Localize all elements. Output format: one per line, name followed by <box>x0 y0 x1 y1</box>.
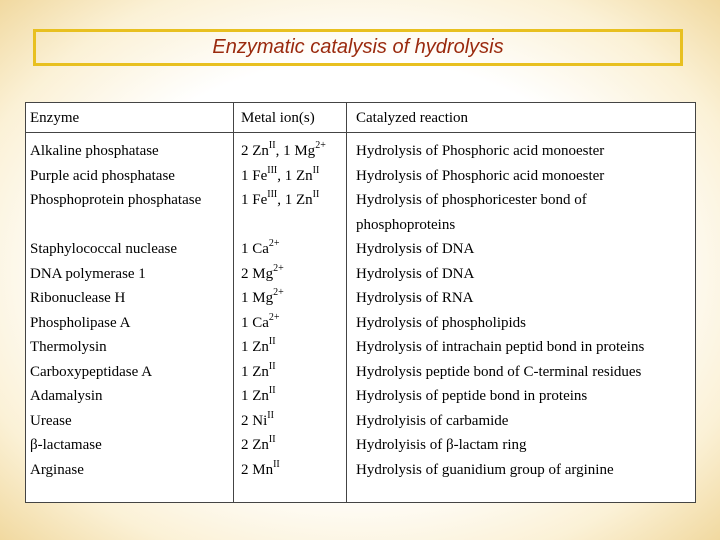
metal-ion-cell: 1 $Zn^{II}$ <box>241 360 276 380</box>
enzyme-cell: Phosphoprotein phosphatase <box>30 192 202 208</box>
metal-ion-cell: 2 $Mn^{II}$ <box>241 458 280 478</box>
enzyme-cell: Adamalysin <box>30 388 103 404</box>
reaction-cell: Hydrolysis of Phosphoric acid monoester <box>356 143 605 159</box>
column-header-enzyme: Enzyme <box>30 110 80 126</box>
enzyme-cell: Staphylococcal nuclease <box>30 241 178 257</box>
enzyme-cell: Carboxypeptidase A <box>30 363 153 380</box>
reaction-cell: phosphoproteins <box>356 216 456 233</box>
enzyme-cell: Phospholipase A <box>30 314 131 331</box>
reaction-cell: Hydrolysis of peptide bond in proteins <box>356 388 588 404</box>
reaction-cell: Hydrolysis of DNA <box>356 241 475 257</box>
reaction-cell: Hydrolysis of phospholipids <box>356 314 527 331</box>
reaction-cell: Hydrolysis of RNA <box>356 290 474 306</box>
column-header-metal-ions: Metal ion(s) <box>241 110 315 126</box>
metal-ion-cell: 2 $Ni^{II}$ <box>241 409 274 429</box>
metal-ion-cell: 1 $Mg^{2+}$ <box>241 287 284 306</box>
metal-ion-cell: 2 $Zn^{II}$, 1 $Mg^{2+}$ <box>241 140 326 159</box>
reaction-cell: Hydrolysis of phosphoricester bond of <box>356 192 587 208</box>
enzyme-cell: Alkaline phosphatase <box>30 143 159 159</box>
metal-ion-cell: 2 $Zn^{II}$ <box>241 434 276 453</box>
metal-ion-cell: 1 $Fe^{III}$, 1 $Zn^{II}$ <box>241 189 320 208</box>
enzyme-cell: Ribonuclease H <box>30 290 126 306</box>
enzyme-cell: DNA polymerase 1 <box>30 265 146 282</box>
header-divider <box>26 132 695 133</box>
reaction-cell: Hydrolysis of intrachain peptid bond in proteins <box>356 339 645 355</box>
metal-ion-cell: 1 $Zn^{II}$ <box>241 385 276 404</box>
reaction-cell: Hydrolysis peptide bond of C-terminal residues <box>356 363 642 380</box>
column-divider-1 <box>233 103 234 502</box>
reaction-cell: Hydrolysis of DNA <box>356 265 475 282</box>
reaction-cell: Hydrolysis of Phosphoric acid monoester <box>356 167 605 184</box>
title-frame <box>33 29 683 66</box>
enzyme-table <box>25 102 696 503</box>
enzyme-cell: Arginase <box>30 461 84 478</box>
column-divider-2 <box>346 103 347 502</box>
metal-ion-cell: 1 $Ca^{2+}$ <box>241 238 280 257</box>
reaction-cell: Hydrolyisis of carbamide <box>356 412 509 429</box>
metal-ion-cell: 1 $Fe^{III}$, 1 $Zn^{II}$ <box>241 164 320 184</box>
column-header-reaction: Catalyzed reaction <box>356 110 469 126</box>
metal-ion-cell: 1 $Ca^{2+}$ <box>241 311 280 331</box>
enzyme-cell: Urease <box>30 412 72 429</box>
reaction-cell: Hydrolyisis of β-lactam ring <box>356 437 527 453</box>
enzyme-cell: Purple acid phosphatase <box>30 167 175 184</box>
enzyme-cell: Thermolysin <box>30 339 107 355</box>
metal-ion-cell: 1 $Zn^{II}$ <box>241 336 276 355</box>
reaction-cell: Hydrolysis of guanidium group of arginine <box>356 461 614 478</box>
enzyme-cell: β-lactamase <box>30 437 102 453</box>
metal-ion-cell: 2 $Mg^{2+}$ <box>241 262 284 282</box>
slide-title: Enzymatic catalysis of hydrolysis <box>212 36 504 58</box>
